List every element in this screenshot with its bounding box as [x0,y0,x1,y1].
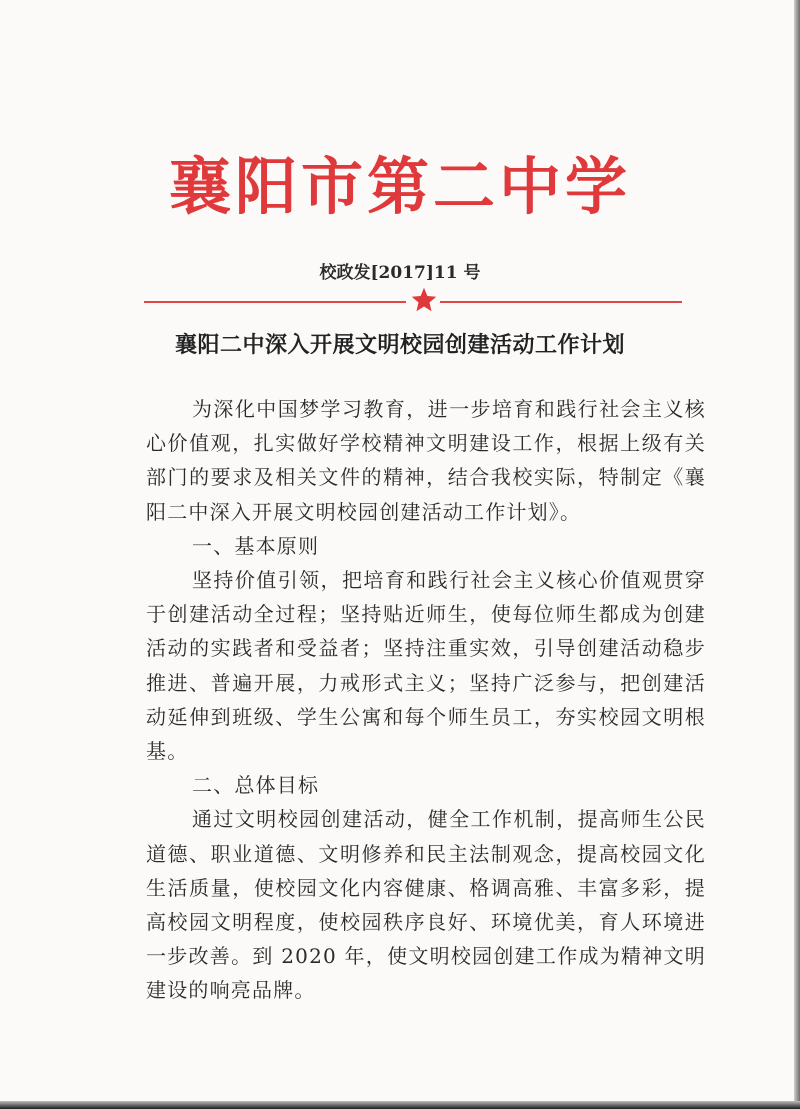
red-divider-right [440,301,682,303]
intro-paragraph: 为深化中国梦学习教育，进一步培育和践行社会主义核心价值观，扎实做好学校精神文明建设工作，根据上级有关部门的要求及相关文件的精神，结合我校实际，特制定《襄阳二中深入开展文明校园创建活动工作计划》。 [146,397,706,524]
document-body [146,392,706,1008]
section-heading-principles: 一、基本原则 [192,533,320,558]
section-heading-goals: 二、总体目标 [192,773,320,798]
principles-paragraph: 坚持价值引领，把培育和践行社会主义核心价值观贯穿于创建活动全过程；坚持贴近师生，使每位师生都成为创建活动的实践者和受益者；坚持注重实效，引导创建活动稳步推进、普遍开展，力戒形式主义；坚持广泛参与，把创建活动延伸到班级、学生公寓和每个师生员工，夯实校园文明根基。 [146,568,706,764]
document-title: 襄阳二中深入开展文明校园创建活动工作计划 [174,333,625,358]
red-divider-left [144,301,406,303]
star-icon [410,286,438,314]
document-number: 校政发[2017]11 号 [319,263,481,283]
scan-edge-right [794,0,800,1109]
goals-paragraph: 通过文明校园创建活动，健全工作机制，提高师生公民道德、职业道德、文明修养和民主法制观念，提高校园文化生活质量，使校园文化内容健康、格调高雅、丰富多彩，提高校园文明程度，使校园秩序良好、环境优美，育人环境进一步改善。到 2020 年，使文明校园创建工作成为精神文明建设的响亮品牌。 [146,807,706,1003]
school-masthead: 襄阳市第二中学 [168,150,631,223]
scan-edge-bottom [0,1101,800,1109]
